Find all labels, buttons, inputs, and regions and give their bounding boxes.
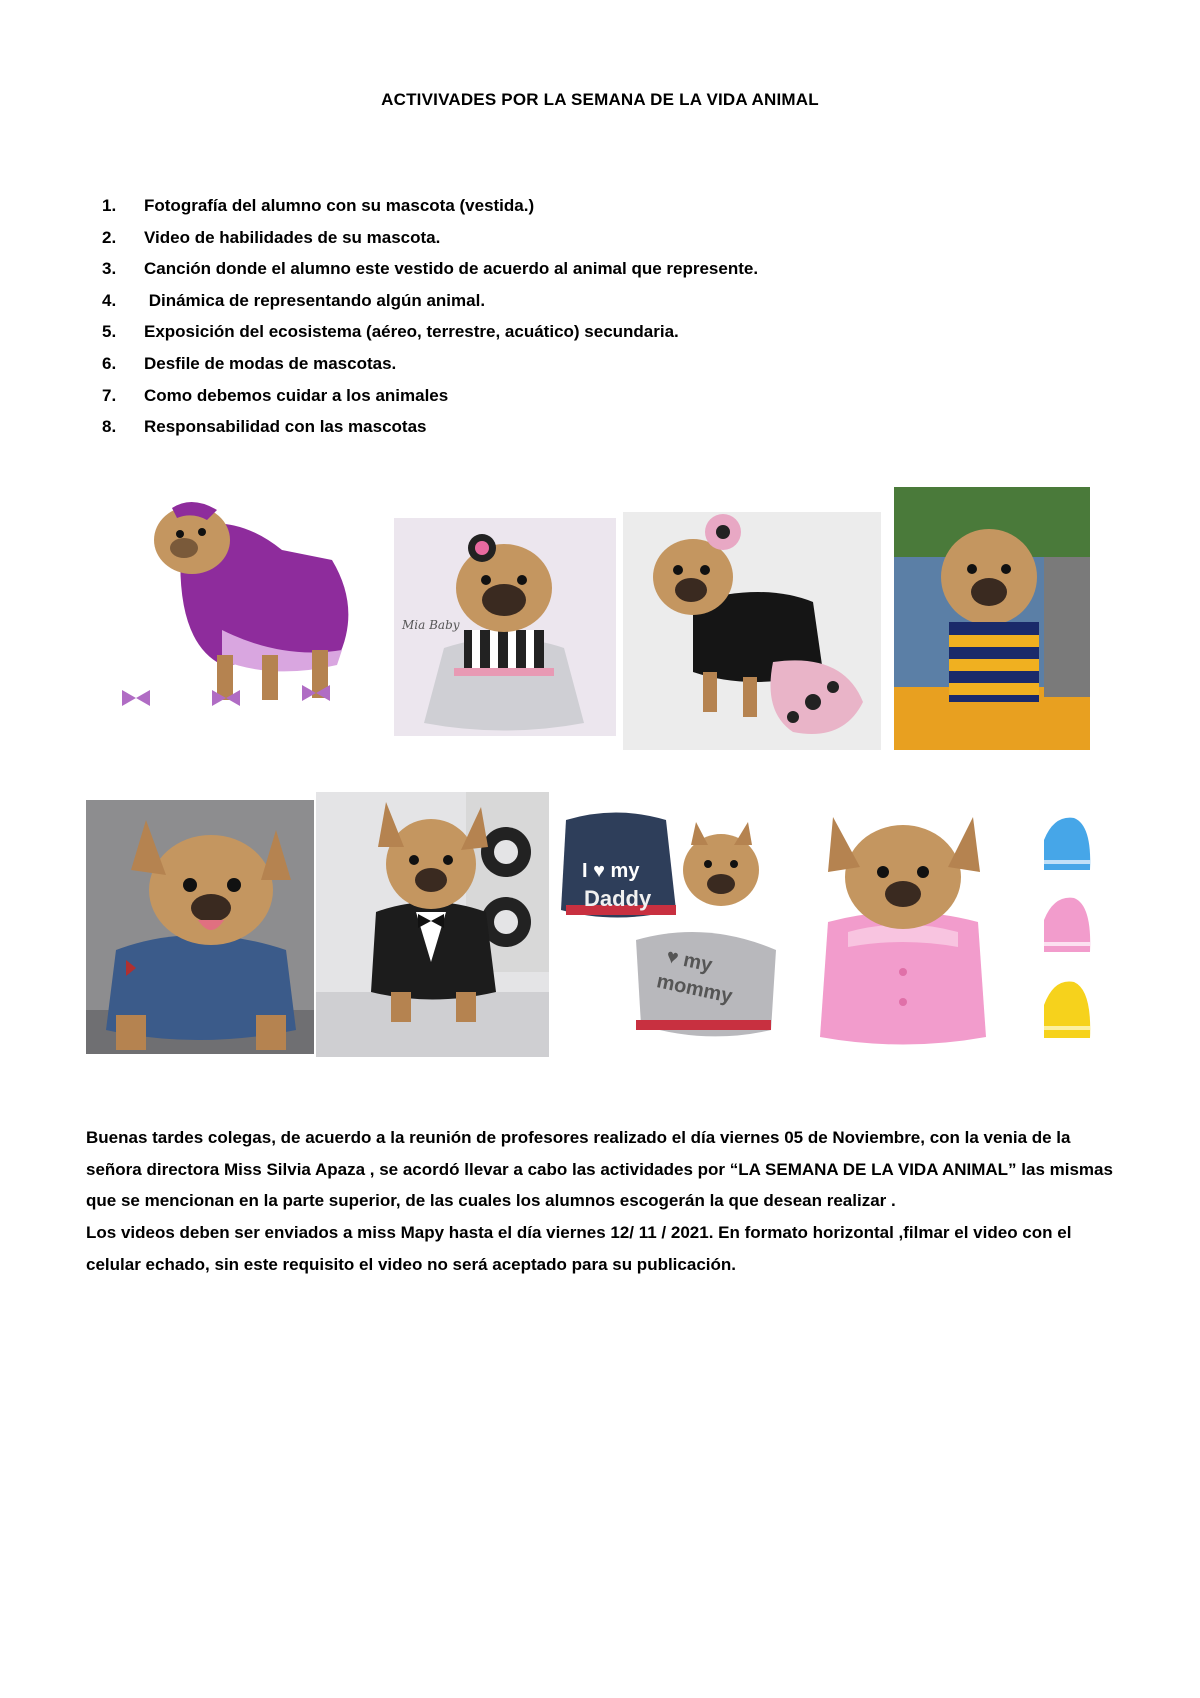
photo-dog-denim-vest [86,800,314,1054]
photo-dog-striped-polo [894,487,1090,750]
list-item: 4. Dinámica de representando algún animal. [102,290,486,310]
photo-dog-striped-dress [394,518,616,736]
list-item: 5. Exposición del ecosistema (aéreo, terrestre, acuático) secundaria. [102,322,679,342]
photo-dog-purple-dress [112,490,374,726]
photo-dog-love-sweaters [556,800,794,1052]
sweater-text-mommy-line2: mommy [654,970,735,1008]
photo-raincoats-set [1034,810,1100,1050]
page-title: ACTIVIVADES POR LA SEMANA DE LA VIDA ANIMAL [381,90,819,109]
photo-dog-tuxedo [316,792,549,1057]
sweater-text-daddy-line1: I ♥ my [582,860,640,882]
sweater-text-mommy-line1: ♥ my [664,945,715,977]
list-item: 2. Video de habilidades de su mascota. [102,227,441,247]
body-text [86,1122,1126,1281]
paragraph-announcement: Buenas tardes colegas, de acuerdo a la reunión de profesores realizado el día viernes 05 de Noviembre, con la venia de la señora directora Miss Silvia Apaza , se acordó llevar a cabo las actividades por “LA SEMANA DE LA VIDA ANIMAL” las mismas que se mencionan en la parte superior, de las cuales los alumnos escogerán la que desean realizar . [86,1128,1113,1211]
list-item: 3. Canción donde el alumno este vestido de acuerdo al animal que represente. [102,259,759,279]
list-item: 1. Fotografía del alumno con su mascota (vestida.) [102,196,535,215]
paragraph-instructions: Los videos deben ser enviados a miss Mapy hasta el día viernes 12/ 11 / 2021. En formato horizontal ,filmar el video con el celular echado, sin este requisito el video no será aceptado para su publicación. [86,1223,1072,1274]
list-item: 7. Como debemos cuidar a los animales [102,385,449,405]
signature-text: Mia Baby [402,618,460,632]
photo-dog-pink-raincoat [808,812,994,1056]
list-item: 8. Responsabilidad con las mascotas [102,417,427,437]
activities-list [102,190,758,443]
list-item: 6. Desfile de modas de mascotas. [102,353,397,373]
sweater-text-daddy-line2: Daddy [584,886,652,911]
photo-dog-black-tutu [623,512,881,750]
